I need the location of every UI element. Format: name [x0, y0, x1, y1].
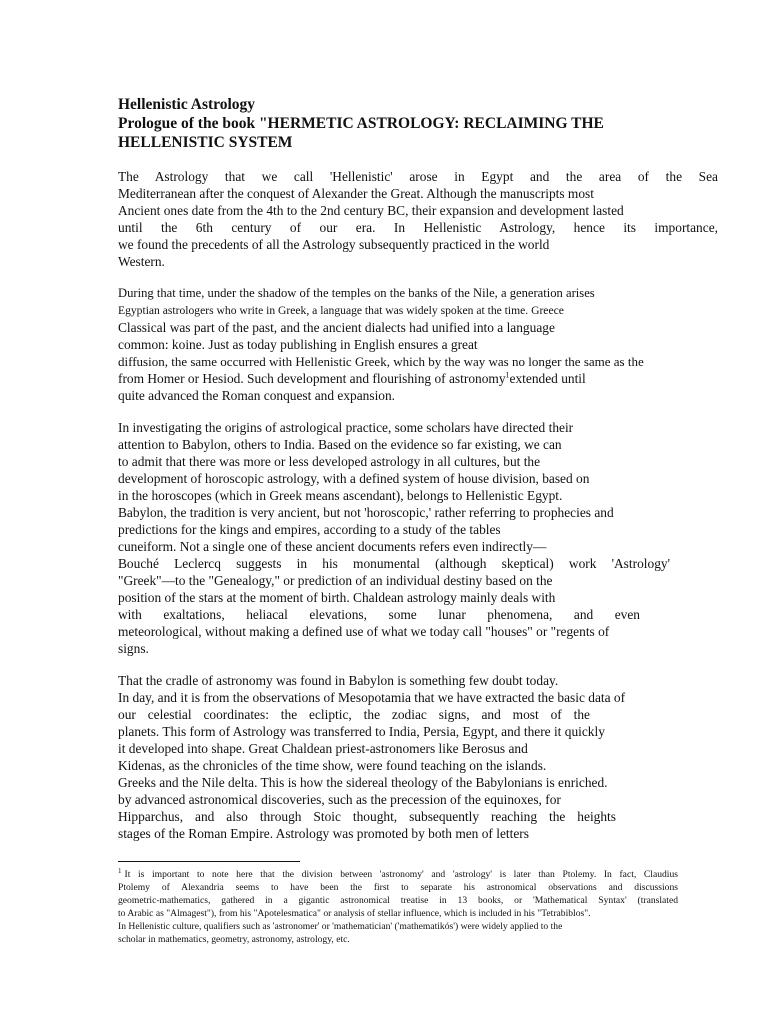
heading-title: Hellenistic Astrology — [118, 96, 256, 113]
footnote-line — [118, 868, 678, 881]
text-line: development of horoscopic astrology, with a defined system of house division, based on — [118, 471, 590, 486]
footnote-line: Ptolemy of Alexandria seems to have been the first to separate his astronomical observations and discussions — [118, 882, 678, 894]
text-line: common: koine. Just as today publishing in English ensures a great — [118, 337, 478, 352]
text-segment: It is important to note here that the division between 'astronomy' and 'astrology' is later than Ptolemy. In fact, Claudius — [124, 869, 678, 880]
text-line: cuneiform. Not a single one of these ancient documents refers even indirectly— — [118, 539, 547, 554]
document-heading — [118, 95, 718, 152]
text-line: signs. — [118, 641, 149, 656]
text-line: predictions for the kings and empires, according to a study of the tables — [118, 522, 501, 537]
text-line: In investigating the origins of astrological practice, some scholars have directed their — [118, 420, 574, 435]
text-line: position of the stars at the moment of birth. Chaldean astrology mainly deals with — [118, 590, 556, 605]
heading-subtitle-line-1: Prologue of the book "HERMETIC ASTROLOGY: RECLAIMING THE — [118, 115, 604, 132]
text-segment: extended until — [509, 371, 586, 386]
footnote-reference[interactable]: 1 — [505, 370, 510, 380]
text-line: with exaltations, heliacal elevations, some lunar phenomena, and even — [118, 607, 640, 622]
text-line: Bouché Leclercq suggests in his monumental (although skeptical) work 'Astrology' — [118, 556, 670, 571]
footnote-separator — [118, 861, 300, 862]
text-line: meteorological, without making a defined use of what we today call "houses" or "regents of — [118, 624, 610, 639]
paragraph-2 — [118, 285, 718, 404]
footnote-number: 1 — [118, 868, 122, 875]
body-text — [118, 168, 718, 842]
footnote-line: to Arabic as "Almagest"), from his "Apotelesmatica" or analysis of stellar influence, which is included in his "Tetrabiblos". — [118, 908, 591, 920]
text-line: Egyptian astrologers who write in Greek, a language that was widely spoken at the time. Greece — [118, 304, 564, 317]
text-line: "Greek"—to the "Genealogy," or prediction of an individual destiny based on the — [118, 573, 553, 588]
text-line: Mediterranean after the conquest of Alexander the Great. Although the manuscripts most — [118, 186, 594, 201]
text-line: planets. This form of Astrology was transferred to India, Persia, Egypt, and there it quickly — [118, 724, 605, 739]
text-line: it developed into shape. Great Chaldean priest-astronomers like Berosus and — [118, 741, 528, 756]
text-line: Kidenas, as the chronicles of the time show, were found teaching on the islands. — [118, 758, 547, 773]
footnotes — [118, 868, 678, 947]
text-line: stages of the Roman Empire. Astrology was promoted by both men of letters — [118, 826, 529, 841]
footnote-line: scholar in mathematics, geometry, astronomy, astrology, etc. — [118, 934, 350, 946]
text-line: diffusion, the same occurred with Hellenistic Greek, which by the way was no longer the same as the — [118, 354, 644, 369]
text-line: During that time, under the shadow of the temples on the banks of the Nile, a generation arises — [118, 286, 595, 300]
text-line — [118, 370, 718, 387]
text-line: Classical was part of the past, and the ancient dialects had unified into a language — [118, 320, 555, 335]
text-line: we found the precedents of all the Astrology subsequently practiced in the world — [118, 237, 550, 252]
text-line: our celestial coordinates: the ecliptic, the zodiac signs, and most of the — [118, 707, 590, 722]
text-line: in the horoscopes (which in Greek means ascendant), belongs to Hellenistic Egypt. — [118, 488, 563, 503]
text-line: Western. — [118, 254, 165, 269]
text-line: In day, and it is from the observations of Mesopotamia that we have extracted the basic data of — [118, 690, 626, 705]
text-line: until the 6th century of our era. In Hellenistic Astrology, hence its importance, — [118, 220, 718, 235]
paragraph-1 — [118, 168, 718, 270]
paragraph-4 — [118, 672, 718, 842]
text-line: Ancient ones date from the 4th to the 2nd century BC, their expansion and development lasted — [118, 203, 624, 218]
text-line: That the cradle of astronomy was found in Babylon is something few doubt today. — [118, 673, 559, 688]
text-line: Greeks and the Nile delta. This is how the sidereal theology of the Babylonians is enriched. — [118, 775, 608, 790]
text-line: quite advanced the Roman conquest and expansion. — [118, 388, 396, 403]
text-line: Hipparchus, and also through Stoic thought, subsequently reaching the heights — [118, 809, 616, 824]
text-line: by advanced astronomical discoveries, such as the precession of the equinoxes, for — [118, 792, 561, 807]
heading-subtitle-line-2: HELLENISTIC SYSTEM — [118, 134, 293, 151]
paragraph-3 — [118, 419, 718, 657]
footnote-line: In Hellenistic culture, qualifiers such as 'astronomer' or 'mathematician' ('mathematikós') were widely applied to the — [118, 921, 563, 933]
text-segment: from Homer or Hesiod. Such development and flourishing of astronomy — [118, 371, 506, 386]
text-line: The Astrology that we call 'Hellenistic' arose in Egypt and the area of the Sea — [118, 169, 718, 184]
footnote-line: geometric-mathematics, gathered in a gigantic astronomical treatise in 13 books, or 'Mathematical Syntax' (translated — [118, 895, 678, 907]
text-line: to admit that there was more or less developed astrology in all cultures, but the — [118, 454, 541, 469]
text-line: attention to Babylon, others to India. Based on the evidence so far existing, we can — [118, 437, 562, 452]
text-line: Babylon, the tradition is very ancient, but not 'horoscopic,' rather referring to prophecies and — [118, 505, 614, 520]
